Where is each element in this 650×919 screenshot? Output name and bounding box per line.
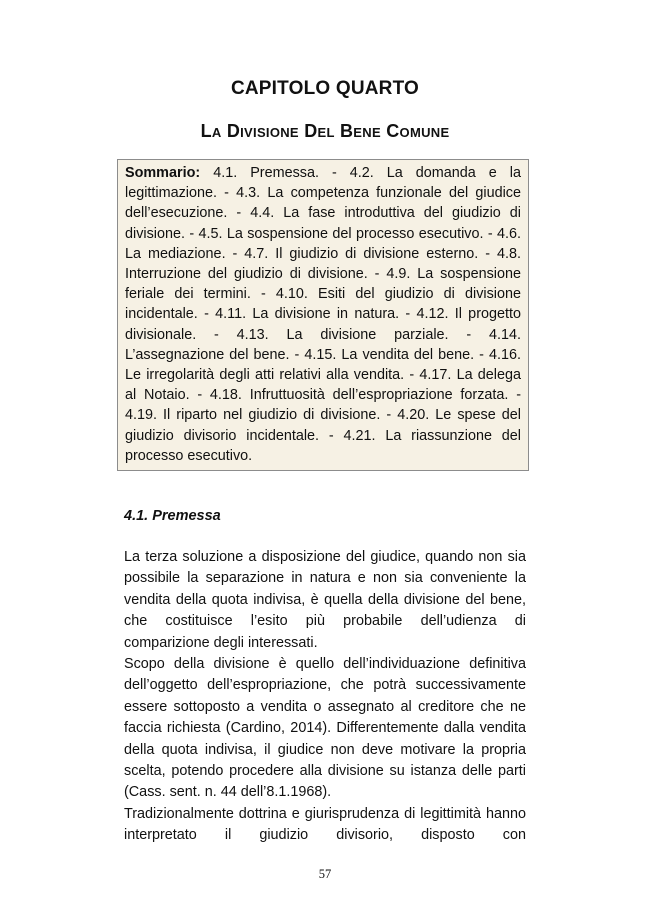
summary-box <box>117 159 529 471</box>
summary-text: 4.1. Premessa. - 4.2. La domanda e la legittimazione. - 4.3. La competenza funzionale del giudice dell’esecuzione. - 4.4. La fase introduttiva del giudizio di divisione. - 4.5. La sospensione del processo esecutivo. - 4.6. La mediazione. - 4.7. Il giudizio di divisione esterno. - 4.8. Interruzione del giudizio di divisione. - 4.9. La sospensione feriale dei termini. - 4.10. Esiti del giudizio di divisione incidentale. - 4.11. La divisione in natura. - 4.12. Il progetto divisionale. - 4.13. La divisione parziale. - 4.14. L’assegnazione del bene. - 4.15. La vendita del bene. - 4.16. Le irregolarità degli atti relativi alla vendita. - 4.17. La delega al Notaio. - 4.18. Infruttuosità dell’espropriazione forzata. - 4.19. Il riparto nel giudizio di divisione. - 4.20. Le spese del giudizio divisorio incidentale. - 4.21. La riassunzione del processo esecutivo. <box>125 165 521 464</box>
paragraph: Scopo della divisione è quello dell’individuazione definitiva dell’oggetto dell’espropriazione, che potrà successivamente essere sottoposto a vendita o assegnato al creditore che ne faccia richiesta (Cardino, 2014). Differentemente dalla vendita della quota indivisa, il giudice non deve motivare la propria scelta, potendo procedere alla divisione su istanza delle parti (Cass. sent. n. 44 dell’8.1.1968). <box>124 656 526 801</box>
section-heading: La Divisione Del Bene Comune <box>200 121 450 141</box>
paragraph: Tradizionalmente dottrina e giurisprudenza di legittimità hanno interpretato il giudizio divisorio, disposto con <box>124 805 526 844</box>
chapter-title: CAPITOLO QUARTO <box>230 78 420 99</box>
page-number: 57 <box>318 867 332 881</box>
paragraph: La terza soluzione a disposizione del giudice, quando non sia possibile la separazione in natura e non sia conveniente la vendita della quota indivisa, è quella della divisione del bene, che costituisce l’esito più probabile dell’udienza di comparizione degli interessati. <box>124 549 526 651</box>
body-text <box>124 547 526 847</box>
summary-label: Sommario: <box>125 165 201 181</box>
subsection-title: 4.1. Premessa <box>124 508 221 524</box>
